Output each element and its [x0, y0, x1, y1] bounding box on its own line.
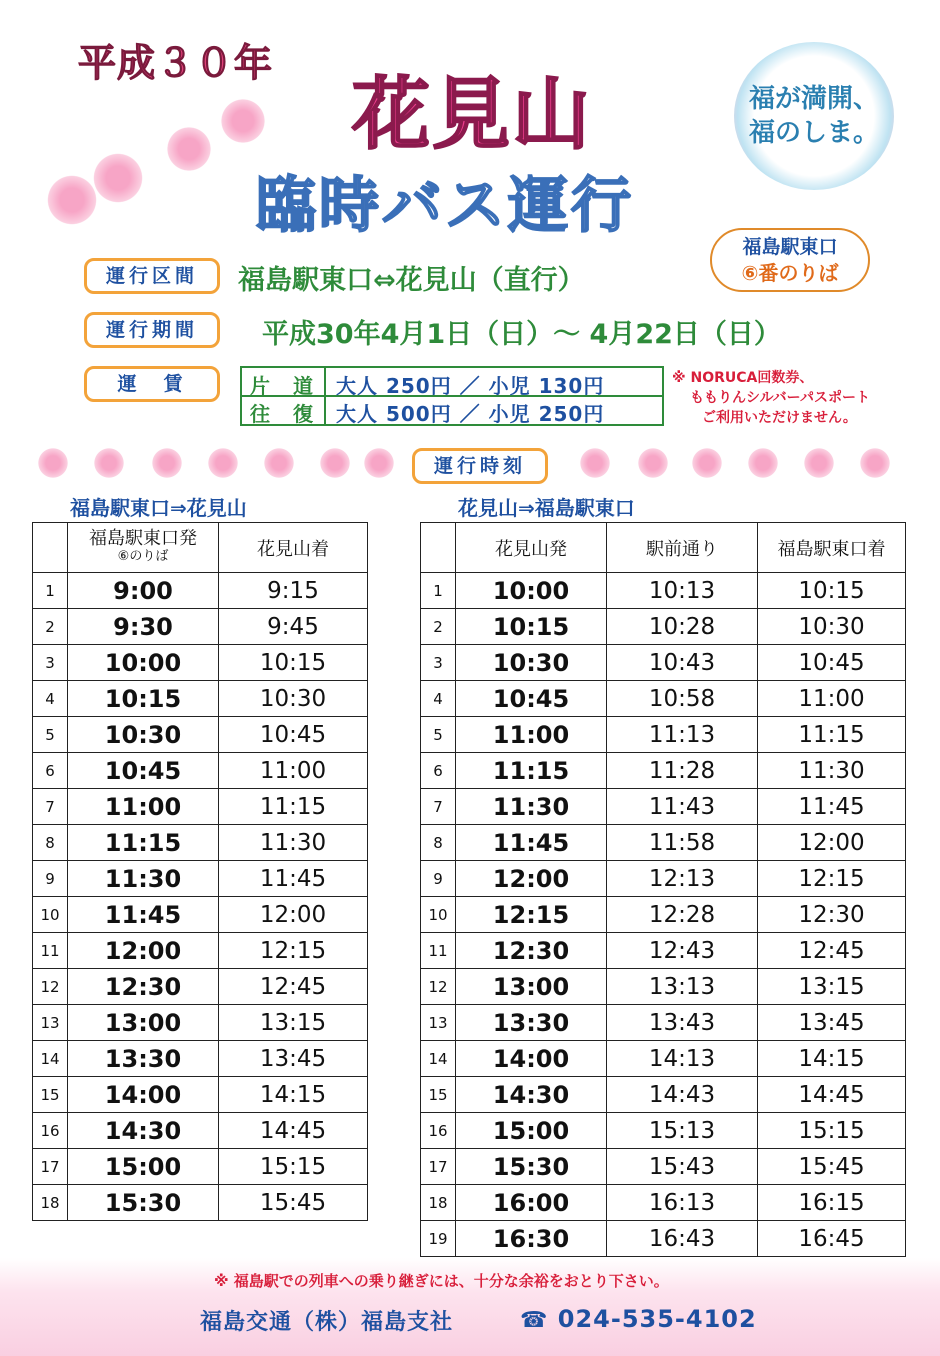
- time-cell: 11:58: [607, 825, 758, 861]
- time-cell: 11:13: [607, 717, 758, 753]
- fare-value: 大人 500円 ／ 小児 250円: [336, 402, 605, 426]
- departure-time: 12:30: [456, 933, 607, 969]
- time-cell: 9:45: [219, 609, 368, 645]
- table-row: [33, 645, 368, 681]
- route-value: 福島駅東口⇔花見山（直行）: [238, 265, 585, 296]
- fare-note: [672, 368, 870, 428]
- fare-note-line2: ももりんシルバーパスポート: [690, 390, 870, 406]
- time-cell: 12:30: [758, 897, 906, 933]
- departure-time: 15:00: [456, 1113, 607, 1149]
- page-subtitle: 臨時バス運行: [256, 171, 634, 241]
- departure-time: 11:30: [68, 861, 219, 897]
- departure-time: 14:00: [456, 1041, 607, 1077]
- departure-time: 11:15: [68, 825, 219, 861]
- sakura-icon: [36, 446, 70, 480]
- time-cell: 11:45: [758, 789, 906, 825]
- time-cell: 15:15: [219, 1149, 368, 1185]
- fare-row-oneway: [242, 370, 662, 398]
- time-cell: 10:30: [219, 681, 368, 717]
- period-value: 平成30年4月1日（日）～ 4月22日（日）: [262, 319, 781, 350]
- table-row: [33, 897, 368, 933]
- time-cell: 11:15: [219, 789, 368, 825]
- time-cell: 15:45: [219, 1185, 368, 1221]
- timetable-label: 運行時刻: [412, 448, 548, 484]
- departure-time: 12:00: [68, 933, 219, 969]
- table-row: [33, 609, 368, 645]
- col-mid: 駅前通り: [607, 523, 758, 573]
- row-number: 9: [33, 861, 68, 897]
- departure-time: 10:15: [68, 681, 219, 717]
- time-cell: 11:30: [758, 753, 906, 789]
- time-cell: 15:15: [758, 1113, 906, 1149]
- time-cell: 10:15: [758, 573, 906, 609]
- table-row: [421, 717, 906, 753]
- table-row: [421, 1149, 906, 1185]
- header-dep-sub: ⑥のりば: [117, 548, 169, 564]
- row-number: 16: [33, 1113, 68, 1149]
- fare-label: 運 賃: [84, 366, 220, 402]
- time-cell: 10:45: [758, 645, 906, 681]
- sakura-icon: [636, 446, 670, 480]
- table-row: [421, 1077, 906, 1113]
- time-cell: 14:13: [607, 1041, 758, 1077]
- period-label: 運行期間: [84, 312, 220, 348]
- slogan-stamp: [734, 42, 894, 190]
- sakura-icon: [690, 446, 724, 480]
- company-name: 福島交通（株）福島支社: [200, 1310, 454, 1335]
- departure-time: 15:30: [68, 1185, 219, 1221]
- departure-time: 13:30: [68, 1041, 219, 1077]
- sakura-icon: [578, 446, 612, 480]
- fare-type: 片 道: [250, 374, 321, 398]
- time-cell: 10:28: [607, 609, 758, 645]
- departure-time: 11:45: [456, 825, 607, 861]
- table-row: [33, 933, 368, 969]
- phone-value: 024-535-4102: [557, 1305, 757, 1333]
- slogan-line2: 福のしま。: [748, 118, 879, 148]
- table-row: [33, 1005, 368, 1041]
- time-cell: 12:43: [607, 933, 758, 969]
- fare-table: [240, 366, 664, 426]
- route-label: 運行区間: [84, 258, 220, 294]
- departure-time: 11:45: [68, 897, 219, 933]
- table-row: [421, 753, 906, 789]
- time-cell: 10:58: [607, 681, 758, 717]
- table-row: [421, 825, 906, 861]
- departure-time: 11:15: [456, 753, 607, 789]
- fare-note-line3: ご利用いただけません。: [702, 410, 857, 426]
- row-number: 1: [421, 573, 456, 609]
- time-cell: 12:28: [607, 897, 758, 933]
- fare-note-line1: ※ NORUCA回数券、: [672, 370, 814, 386]
- time-cell: 13:45: [219, 1041, 368, 1077]
- sakura-icon: [44, 172, 100, 228]
- platform-line2: ⑥番のりば: [741, 261, 839, 285]
- time-cell: 11:43: [607, 789, 758, 825]
- row-number: 10: [421, 897, 456, 933]
- time-cell: 11:30: [219, 825, 368, 861]
- row-number: 12: [33, 969, 68, 1005]
- time-cell: 10:30: [758, 609, 906, 645]
- row-number: 16: [421, 1113, 456, 1149]
- outbound-table: [32, 522, 368, 1221]
- row-number: 3: [33, 645, 68, 681]
- inbound-table: [420, 522, 906, 1257]
- col-arr: 花見山着: [219, 523, 368, 573]
- row-number: 12: [421, 969, 456, 1005]
- time-cell: 12:00: [758, 825, 906, 861]
- header-dep: 福島駅東口発: [89, 527, 197, 549]
- time-cell: 14:15: [219, 1077, 368, 1113]
- time-cell: 12:45: [219, 969, 368, 1005]
- departure-time: 10:30: [68, 717, 219, 753]
- departure-time: 10:00: [456, 573, 607, 609]
- departure-time: 16:00: [456, 1185, 607, 1221]
- table-row: [421, 1005, 906, 1041]
- row-number: 13: [421, 1005, 456, 1041]
- time-cell: 15:45: [758, 1149, 906, 1185]
- departure-time: 16:30: [456, 1221, 607, 1257]
- table-row: [421, 969, 906, 1005]
- row-number: 11: [421, 933, 456, 969]
- time-cell: 16:13: [607, 1185, 758, 1221]
- table-row: [421, 1041, 906, 1077]
- col-no: [421, 523, 456, 573]
- row-number: 19: [421, 1221, 456, 1257]
- row-number: 2: [421, 609, 456, 645]
- sakura-icon: [92, 446, 126, 480]
- table-row: [421, 1221, 906, 1257]
- time-cell: 14:15: [758, 1041, 906, 1077]
- row-number: 1: [33, 573, 68, 609]
- table-row: [421, 681, 906, 717]
- row-number: 17: [33, 1149, 68, 1185]
- phone-icon: ☎: [520, 1308, 549, 1333]
- departure-time: 14:30: [456, 1077, 607, 1113]
- departure-time: 13:30: [456, 1005, 607, 1041]
- departure-time: 14:00: [68, 1077, 219, 1113]
- table-row: [33, 753, 368, 789]
- time-cell: 13:13: [607, 969, 758, 1005]
- sakura-icon: [318, 446, 352, 480]
- time-cell: 13:45: [758, 1005, 906, 1041]
- table-row: [33, 1149, 368, 1185]
- table-row: [33, 717, 368, 753]
- row-number: 6: [33, 753, 68, 789]
- table-row: [421, 933, 906, 969]
- table-row: [33, 1041, 368, 1077]
- time-cell: 13:15: [219, 1005, 368, 1041]
- departure-time: 12:00: [456, 861, 607, 897]
- year-title: 平成３０年: [78, 41, 274, 85]
- time-cell: 15:13: [607, 1113, 758, 1149]
- sakura-icon: [746, 446, 780, 480]
- table-row: [33, 1077, 368, 1113]
- col-no: [33, 523, 68, 573]
- row-number: 8: [33, 825, 68, 861]
- departure-time: 15:30: [456, 1149, 607, 1185]
- fare-value: 大人 250円 ／ 小児 130円: [336, 374, 605, 398]
- time-cell: 11:15: [758, 717, 906, 753]
- row-number: 11: [33, 933, 68, 969]
- fare-type: 往 復: [250, 402, 321, 426]
- time-cell: 14:43: [607, 1077, 758, 1113]
- table-row: [33, 861, 368, 897]
- table-row: [421, 1113, 906, 1149]
- time-cell: 12:15: [219, 933, 368, 969]
- time-cell: 9:15: [219, 573, 368, 609]
- table-row: [421, 1185, 906, 1221]
- time-cell: 14:45: [219, 1113, 368, 1149]
- departure-time: 10:45: [456, 681, 607, 717]
- departure-time: 14:30: [68, 1113, 219, 1149]
- slogan-line1: 福が満開、: [748, 84, 879, 114]
- time-cell: 10:45: [219, 717, 368, 753]
- departure-time: 12:15: [456, 897, 607, 933]
- time-cell: 16:15: [758, 1185, 906, 1221]
- time-cell: 12:15: [758, 861, 906, 897]
- departure-time: 10:15: [456, 609, 607, 645]
- time-cell: 10:15: [219, 645, 368, 681]
- time-cell: 13:15: [758, 969, 906, 1005]
- departure-time: 10:45: [68, 753, 219, 789]
- row-number: 14: [421, 1041, 456, 1077]
- table-row: [33, 825, 368, 861]
- time-cell: 11:28: [607, 753, 758, 789]
- table-row: [421, 573, 906, 609]
- time-cell: 10:43: [607, 645, 758, 681]
- time-cell: 14:45: [758, 1077, 906, 1113]
- table-row: [33, 1185, 368, 1221]
- row-number: 8: [421, 825, 456, 861]
- page-title: 花見山: [352, 70, 593, 160]
- departure-time: 13:00: [456, 969, 607, 1005]
- row-number: 4: [33, 681, 68, 717]
- sakura-icon: [218, 96, 268, 146]
- departure-time: 9:30: [68, 609, 219, 645]
- row-number: 7: [33, 789, 68, 825]
- fare-row-return: [242, 398, 662, 426]
- departure-time: 12:30: [68, 969, 219, 1005]
- departure-time: 11:00: [68, 789, 219, 825]
- footer-note: ※ 福島駅での列車への乗り継ぎには、十分な余裕をおとり下さい。: [214, 1272, 669, 1290]
- sakura-icon: [206, 446, 240, 480]
- row-number: 6: [421, 753, 456, 789]
- table-row: [33, 573, 368, 609]
- row-number: 18: [33, 1185, 68, 1221]
- outbound-title: 福島駅東口⇒花見山: [70, 496, 247, 520]
- time-cell: 10:13: [607, 573, 758, 609]
- table-row: [421, 645, 906, 681]
- table-row: [33, 969, 368, 1005]
- time-cell: 12:00: [219, 897, 368, 933]
- table-row: [33, 1113, 368, 1149]
- platform-line1: 福島駅東口: [742, 236, 838, 258]
- time-cell: 11:45: [219, 861, 368, 897]
- departure-time: 9:00: [68, 573, 219, 609]
- col-arr: 福島駅東口着: [758, 523, 906, 573]
- row-number: 18: [421, 1185, 456, 1221]
- inbound-title: 花見山⇒福島駅東口: [458, 496, 635, 520]
- sakura-icon: [858, 446, 892, 480]
- time-cell: 16:45: [758, 1221, 906, 1257]
- sakura-icon: [164, 124, 214, 174]
- row-number: 7: [421, 789, 456, 825]
- sakura-icon: [150, 446, 184, 480]
- time-cell: 12:45: [758, 933, 906, 969]
- departure-time: 11:30: [456, 789, 607, 825]
- row-number: 9: [421, 861, 456, 897]
- sakura-icon: [362, 446, 396, 480]
- table-row: [421, 609, 906, 645]
- row-number: 4: [421, 681, 456, 717]
- time-cell: 11:00: [758, 681, 906, 717]
- col-dep: [68, 523, 219, 573]
- time-cell: 16:43: [607, 1221, 758, 1257]
- row-number: 5: [33, 717, 68, 753]
- sakura-icon: [262, 446, 296, 480]
- row-number: 14: [33, 1041, 68, 1077]
- row-number: 3: [421, 645, 456, 681]
- platform-badge: [710, 228, 870, 292]
- table-row: [421, 789, 906, 825]
- departure-time: 11:00: [456, 717, 607, 753]
- departure-time: 10:00: [68, 645, 219, 681]
- table-row: [33, 789, 368, 825]
- row-number: 15: [421, 1077, 456, 1113]
- row-number: 17: [421, 1149, 456, 1185]
- phone-number: [520, 1305, 757, 1333]
- table-row: [421, 861, 906, 897]
- col-dep: 花見山発: [456, 523, 607, 573]
- time-cell: 15:43: [607, 1149, 758, 1185]
- row-number: 2: [33, 609, 68, 645]
- time-cell: 13:43: [607, 1005, 758, 1041]
- row-number: 5: [421, 717, 456, 753]
- table-row: [421, 897, 906, 933]
- departure-time: 13:00: [68, 1005, 219, 1041]
- departure-time: 15:00: [68, 1149, 219, 1185]
- sakura-icon: [802, 446, 836, 480]
- table-row: [33, 681, 368, 717]
- row-number: 15: [33, 1077, 68, 1113]
- time-cell: 12:13: [607, 861, 758, 897]
- departure-time: 10:30: [456, 645, 607, 681]
- row-number: 13: [33, 1005, 68, 1041]
- row-number: 10: [33, 897, 68, 933]
- time-cell: 11:00: [219, 753, 368, 789]
